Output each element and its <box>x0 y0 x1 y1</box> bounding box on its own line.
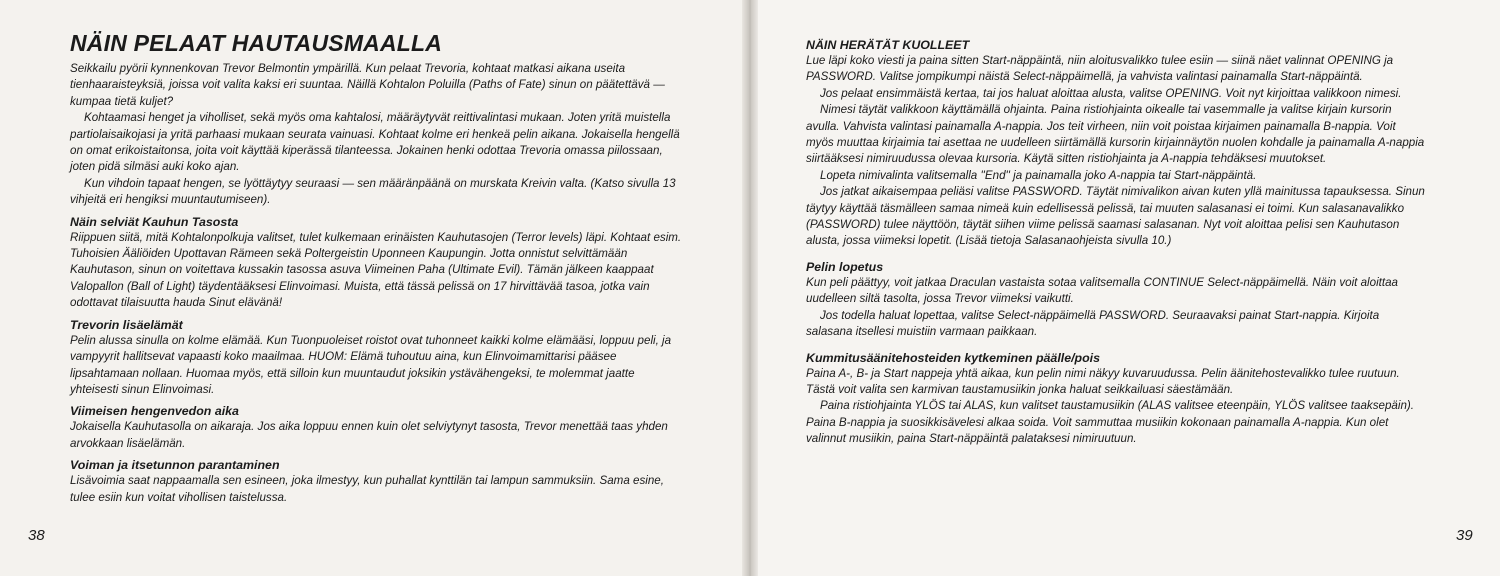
section-paragraph: Jos todella haluat lopettaa, valitse Select-näppäimellä PASSWORD. Seuraavaksi painat Start-nappia. Kirjoita salasana itsellesi muistiin varmaan paikkaan. <box>806 308 1380 339</box>
section-heading-terror-levels: Näin selviät Kauhun Tasosta <box>70 214 239 229</box>
left-page <box>0 0 748 576</box>
page-title: NÄIN PELAAT HAUTAUSMAALLA <box>70 30 443 56</box>
section-paragraph: Lopeta nimivalinta valitsemalla ''End'' ja painamalla joko A-nappia tai Start-näppäintä. <box>820 168 1257 182</box>
section-heading-awaken-the-dead: NÄIN HERÄTÄT KUOLLEET <box>806 38 970 52</box>
section-paragraph: Jokaisella Kauhutasolla on aikaraja. Jos aika loppuu ennen kuin olet selviytynyt tasosta, Trevor menettää taas yhden arvokkaan lisäelämän. <box>70 420 668 450</box>
section-paragraph: Lisävoimia saat nappaamalla sen esineen, joka ilmestyy, kun puhallat kynttilän tai lampun sammuksiin. Sama esine, tulee esiin kun voitat vihollisen taistelussa. <box>70 474 664 504</box>
book-gutter <box>742 0 758 576</box>
section-paragraph: Kun peli päättyy, voit jatkaa Draculan vastaista sotaa valitsemalla CONTINUE Select-näppäimellä. Näin voit aloittaa uudelleen siltä tasolta, jossa Trevor viimeksi vaikutti. <box>806 275 1398 306</box>
section-paragraph: Jos pelaat ensimmäistä kertaa, tai jos haluat aloittaa alusta, valitse OPENING. Voit nyt kirjoittaa valikkoon nimesi. <box>820 86 1402 100</box>
page-number-left: 38 <box>28 527 45 544</box>
intro-paragraph: Seikkailu pyörii kynnenkovan Trevor Belmontin ympärillä. Kun pelaat Trevoria, kohtaat matkasi aikana useita tienhaaraisteyksiä, joissa voit valita kaksi eri suuntaa. Näillä Kohtalon Poluilla (Paths of Fate) sinun on päätettävä — kumpaa tietä kuljet? <box>70 62 665 108</box>
intro-paragraph: Kun vihdoin tapaat hengen, se lyöttäytyy seuraasi — sen määränpäänä on murskata Kreivin valta. (Katso sivulla 13 vihjeitä eri hengiksi muuntautumiseen). <box>70 176 676 207</box>
section-paragraph: Lue läpi koko viesti ja paina sitten Start-näppäintä, niin aloitusvalikko tulee esiin — siinä näet valinnat OPENING ja PASSWORD. Valitse jompikumpi näistä Select-näppäimellä, ja vahvista valintasi painamalla Start-näppäintä. <box>806 54 1394 84</box>
section-paragraph: Riippuen siitä, mitä Kohtalonpolkuja valitset, tulet kulkemaan erinäisten Kauhutasojen (Terror levels) läpi. Kohtaat esim. Tuhoisien Ääliöiden Upottavan Rämeen sekä Poltergeistin Uponneen Kaupungin. Jotta onnistut selvittämään Kauhutason, sinun on voitettava kussakin tasossa asuva Viimeinen Paha (Ultimate Evil). Tämän jälkeen kaappaat Valopallon (Ball of Light) täydentääksesi Elinvoimasi. Muista, että tässä pelissä on 17 hirvittävää tasoa, jotka vain odottavat tilaisuutta hauda Sinut elävänä! <box>70 230 682 310</box>
section-heading-game-over: Pelin lopetus <box>806 259 884 274</box>
section-heading-time-limit: Viimeisen hengenvedon aika <box>70 404 239 419</box>
section-paragraph: Pelin alussa sinulla on kolme elämää. Kun Tuonpuoleiset roistot ovat tuhonneet kaikki kolme elämääsi, loppuu peli, ja vampyyrit hallitsevat vapaasti koko maailmaa. HUOM: Elämä tuhoutuu aina, kun Elinvoimamittarisi pääsee lipsahtamaan nollaan. Huomaa myös, että silloin kun muuntaudut joksikin ystävähengeksi, te molemmat jaatte yhteisesti sinun Elinvoimasi. <box>70 333 672 396</box>
right-page <box>752 0 1500 576</box>
section-paragraph: Paina A-, B- ja Start nappeja yhtä aikaa, kun pelin nimi näkyy kuvaruudussa. Pelin äänitehostevalikko tulee ruutuun. Tästä voit valita sen karmivan taustamusiikin jonka haluat seikkailuasi säestämään. <box>806 366 1400 396</box>
page-number-right: 39 <box>1456 527 1473 544</box>
intro-paragraph: Kohtaamasi henget ja viholliset, sekä myös oma kahtalosi, määräytyvät reittivalintasi mukaan. Joten yritä muistella partiolaisaikojasi ja yritä parhaasi mukaan seurata vainuasi. Kohtaat kolme eri henkeä pelin aikana. Jokaisella hengellä on omat erikoistaitonsa, joita voit käyttää kiperässä tilanteessa. Jokainen henki odottaa Trevoria omassa piilossaan, joten pidä silmäsi auki koko ajan. <box>70 111 680 174</box>
section-heading-extra-lives: Trevorin lisäelämät <box>70 317 183 332</box>
section-heading-power-up: Voiman ja itsetunnon parantaminen <box>70 458 280 473</box>
section-paragraph: Jos jatkat aikaisempaa peliäsi valitse PASSWORD. Täytät nimivalikon aivan kuten yllä mainitussa tapauksessa. Sinun täytyy käyttää täsmälleen samaa nimeä kuin edellisessä pelissä, tai muuten salasanasi ei toimi. Kun salasanavalikko (PASSWORD) tulee näyttöön, täytät siihen viime pelissä saamasi salasanan. Nyt voit aloittaa pelisi sen Kauhutason alusta, jossa viimeksi lopetit. (Lisää tietoja Salasanaohjeista sivulla 10.) <box>806 185 1425 248</box>
section-heading-sound-effects: Kummitusäänitehosteiden kytkeminen päälle/pois <box>806 350 1101 365</box>
section-paragraph: Paina ristiohjainta YLÖS tai ALAS, kun valitset taustamusiikin (ALAS valitsee eteenpäin, YLÖS valitsee taaksepäin). Paina B-nappia ja suosikkisävelesi alkaa soida. Voit sammuttaa musiikin kokonaan painamalla A-nappia. Kun olet valinnut musiikin, paina Start-näppäintä palataksesi nimiruutuun. <box>806 399 1414 446</box>
section-paragraph: Nimesi täytät valikkoon käyttämällä ohjainta. Paina ristiohjainta oikealle tai vasemmalle ja valitse kirjain kursorin avulla. Vahvista valintasi painamalla A-nappia. Jos teit virheen, niin voit poistaa kirjaimen painamalla B-nappia. Voit myös muuttaa kirjaimia tai asettaa ne uudelleen siirtämällä kursorin kirjainnäytön nuolen kohdalle ja painamalla A-nappia siirtääksesi nimiruudussa olevaa kursoria. Käytä sitten ristiohjainta ja A-nappia tehdäksesi muutokset. <box>806 103 1425 166</box>
